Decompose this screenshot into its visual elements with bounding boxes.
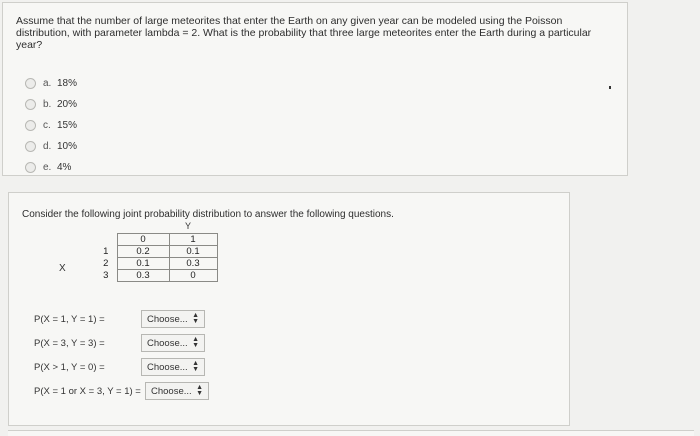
option-letter: e. xyxy=(43,162,52,173)
question-card-1 xyxy=(2,2,628,176)
updown-arrows-icon: ▲ ▼ xyxy=(196,384,203,397)
col-header: 0 xyxy=(117,234,169,246)
option-letter: b. xyxy=(43,99,52,110)
row-header: 2 xyxy=(95,258,117,270)
subquestion-label: P(X = 1 or X = 3, Y = 1) = xyxy=(34,386,141,397)
subquestion-label: P(X = 3, Y = 3) = xyxy=(34,338,105,349)
table-cell: 0.2 xyxy=(117,246,169,258)
subquestion-label: P(X = 1, Y = 1) = xyxy=(34,314,105,325)
stray-mark xyxy=(609,86,611,89)
option-a[interactable] xyxy=(25,73,77,94)
option-value: 20% xyxy=(57,99,78,110)
table-row xyxy=(95,246,217,258)
table-row xyxy=(95,258,217,270)
dropdown-value: Choose... xyxy=(147,313,188,325)
radio-button[interactable] xyxy=(25,78,36,89)
question-text: Consider the following joint probability distribution to answer the following questions. xyxy=(22,209,394,220)
radio-button[interactable] xyxy=(25,162,36,173)
table-cell: 0.1 xyxy=(117,258,169,270)
option-e[interactable] xyxy=(25,157,77,178)
option-letter: a. xyxy=(43,78,52,89)
dropdown-value: Choose... xyxy=(147,361,188,373)
table-cell: 0.3 xyxy=(117,270,169,282)
option-value: 4% xyxy=(57,162,72,173)
radio-button[interactable] xyxy=(25,99,36,110)
table-cell: 0 xyxy=(169,270,217,282)
table-row xyxy=(95,270,217,282)
option-d[interactable] xyxy=(25,136,77,157)
option-letter: c. xyxy=(43,120,51,131)
updown-arrows-icon: ▲ ▼ xyxy=(192,312,199,325)
y-axis-label: Y xyxy=(185,221,192,231)
radio-button[interactable] xyxy=(25,120,36,131)
option-letter: d. xyxy=(43,141,52,152)
dropdown-value: Choose... xyxy=(147,337,188,349)
answer-dropdown[interactable] xyxy=(141,358,205,376)
col-header: 1 xyxy=(169,234,217,246)
option-value: 18% xyxy=(57,78,78,89)
updown-arrows-icon: ▲ ▼ xyxy=(192,336,199,349)
row-header: 1 xyxy=(95,246,117,258)
option-value: 15% xyxy=(57,120,78,131)
answer-dropdown[interactable] xyxy=(145,382,209,400)
answer-options xyxy=(25,73,77,178)
table-cell: 0.1 xyxy=(169,246,217,258)
table-header-row xyxy=(95,234,217,246)
subquestion-label: P(X > 1, Y = 0) = xyxy=(34,362,105,373)
option-value: 10% xyxy=(57,141,78,152)
next-card-edge xyxy=(8,430,694,436)
row-header: 3 xyxy=(95,270,117,282)
joint-probability-table xyxy=(95,233,218,282)
table-cell: 0.3 xyxy=(169,258,217,270)
updown-arrows-icon: ▲ ▼ xyxy=(192,360,199,373)
answer-dropdown[interactable] xyxy=(141,310,205,328)
radio-button[interactable] xyxy=(25,141,36,152)
question-card-2 xyxy=(8,192,570,426)
option-b[interactable] xyxy=(25,94,77,115)
x-axis-label: X xyxy=(59,263,66,274)
question-text: Assume that the number of large meteorites that enter the Earth on any given year can be modeled using the Poisson distribution, with parameter lambda = 2. What is the probability that three large meteorites enter the Earth during a particular year? xyxy=(16,15,592,51)
option-c[interactable] xyxy=(25,115,77,136)
dropdown-value: Choose... xyxy=(151,385,192,397)
answer-dropdown[interactable] xyxy=(141,334,205,352)
